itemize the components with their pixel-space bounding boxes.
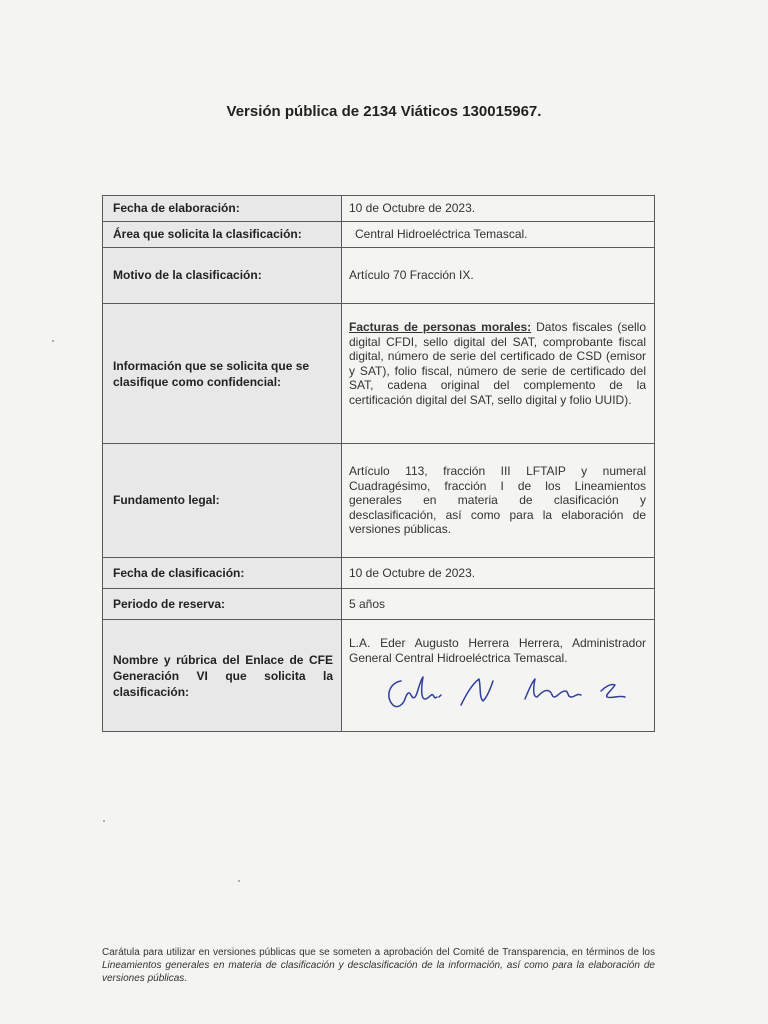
label-fecha-clasificacion: Fecha de clasificación: — [103, 558, 342, 589]
value-nombre — [342, 620, 655, 732]
value-periodo: 5 años — [342, 589, 655, 620]
row-motivo — [103, 248, 655, 304]
row-informacion — [103, 304, 655, 444]
facturas-detail: Datos fiscales (sello digital CFDI, sello digital del SAT, comprobante fiscal digital, número de serie del certificado de CSD (emisor y SAT), folio fiscal, número de serie de certificado del SAT, cadena original del complemento de la certificación digital del SAT, sello digital y folio UUID). — [349, 320, 647, 407]
value-fecha-clasificacion: 10 de Octubre de 2023. — [342, 558, 655, 589]
label-fundamento: Fundamento legal: — [103, 444, 342, 558]
footer-text-a: Carátula para utilizar en versiones públicas que se someten a aprobación del Comité de Transparencia, en términos de los — [102, 947, 655, 958]
scan-speck — [52, 340, 54, 342]
signature — [349, 669, 646, 711]
enlace-name: L.A. Eder Augusto Herrera Herrera, Administrador General Central Hidroeléctrica Temascal. — [349, 636, 646, 665]
value-fundamento: Artículo 113, fracción III LFTAIP y numeral Cuadragésimo, fracción I de los Lineamientos generales en materia de clasificación y desclasificación, así como para la elaboración de versiones públicas. — [342, 444, 655, 558]
label-area: Área que solicita la clasificación: — [103, 222, 342, 248]
label-nombre: Nombre y rúbrica del Enlace de CFE Generación VI que solicita la clasificación: — [103, 620, 342, 732]
value-informacion — [342, 304, 655, 444]
document-title: Versión pública de 2134 Viáticos 130015967. — [226, 103, 542, 120]
row-area — [103, 222, 655, 248]
label-motivo: Motivo de la clasificación: — [103, 248, 342, 304]
scan-speck — [238, 880, 240, 882]
footer-text-italic: Lineamientos generales en materia de clasificación y desclasificación de la información, así como para la elaboración de versiones públicas — [102, 960, 655, 984]
value-motivo: Artículo 70 Fracción IX. — [342, 248, 655, 304]
signature-image — [349, 669, 669, 711]
facturas-heading: Facturas de personas morales: — [349, 320, 532, 334]
scan-speck — [103, 820, 105, 822]
value-fecha-elaboracion: 10 de Octubre de 2023. — [342, 196, 655, 222]
classification-table — [102, 195, 655, 732]
row-fundamento — [103, 444, 655, 558]
label-fecha-elaboracion: Fecha de elaboración: — [103, 196, 342, 222]
row-fecha-clasificacion — [103, 558, 655, 589]
footer-note — [102, 946, 655, 985]
row-periodo — [103, 589, 655, 620]
footer-text-b: . — [184, 973, 188, 984]
row-fecha-elaboracion — [103, 196, 655, 222]
label-informacion: Información que se solicita que se clasifique como confidencial: — [103, 304, 342, 444]
row-nombre — [103, 620, 655, 732]
label-periodo: Periodo de reserva: — [103, 589, 342, 620]
value-area: Central Hidroeléctrica Temascal. — [342, 222, 655, 248]
